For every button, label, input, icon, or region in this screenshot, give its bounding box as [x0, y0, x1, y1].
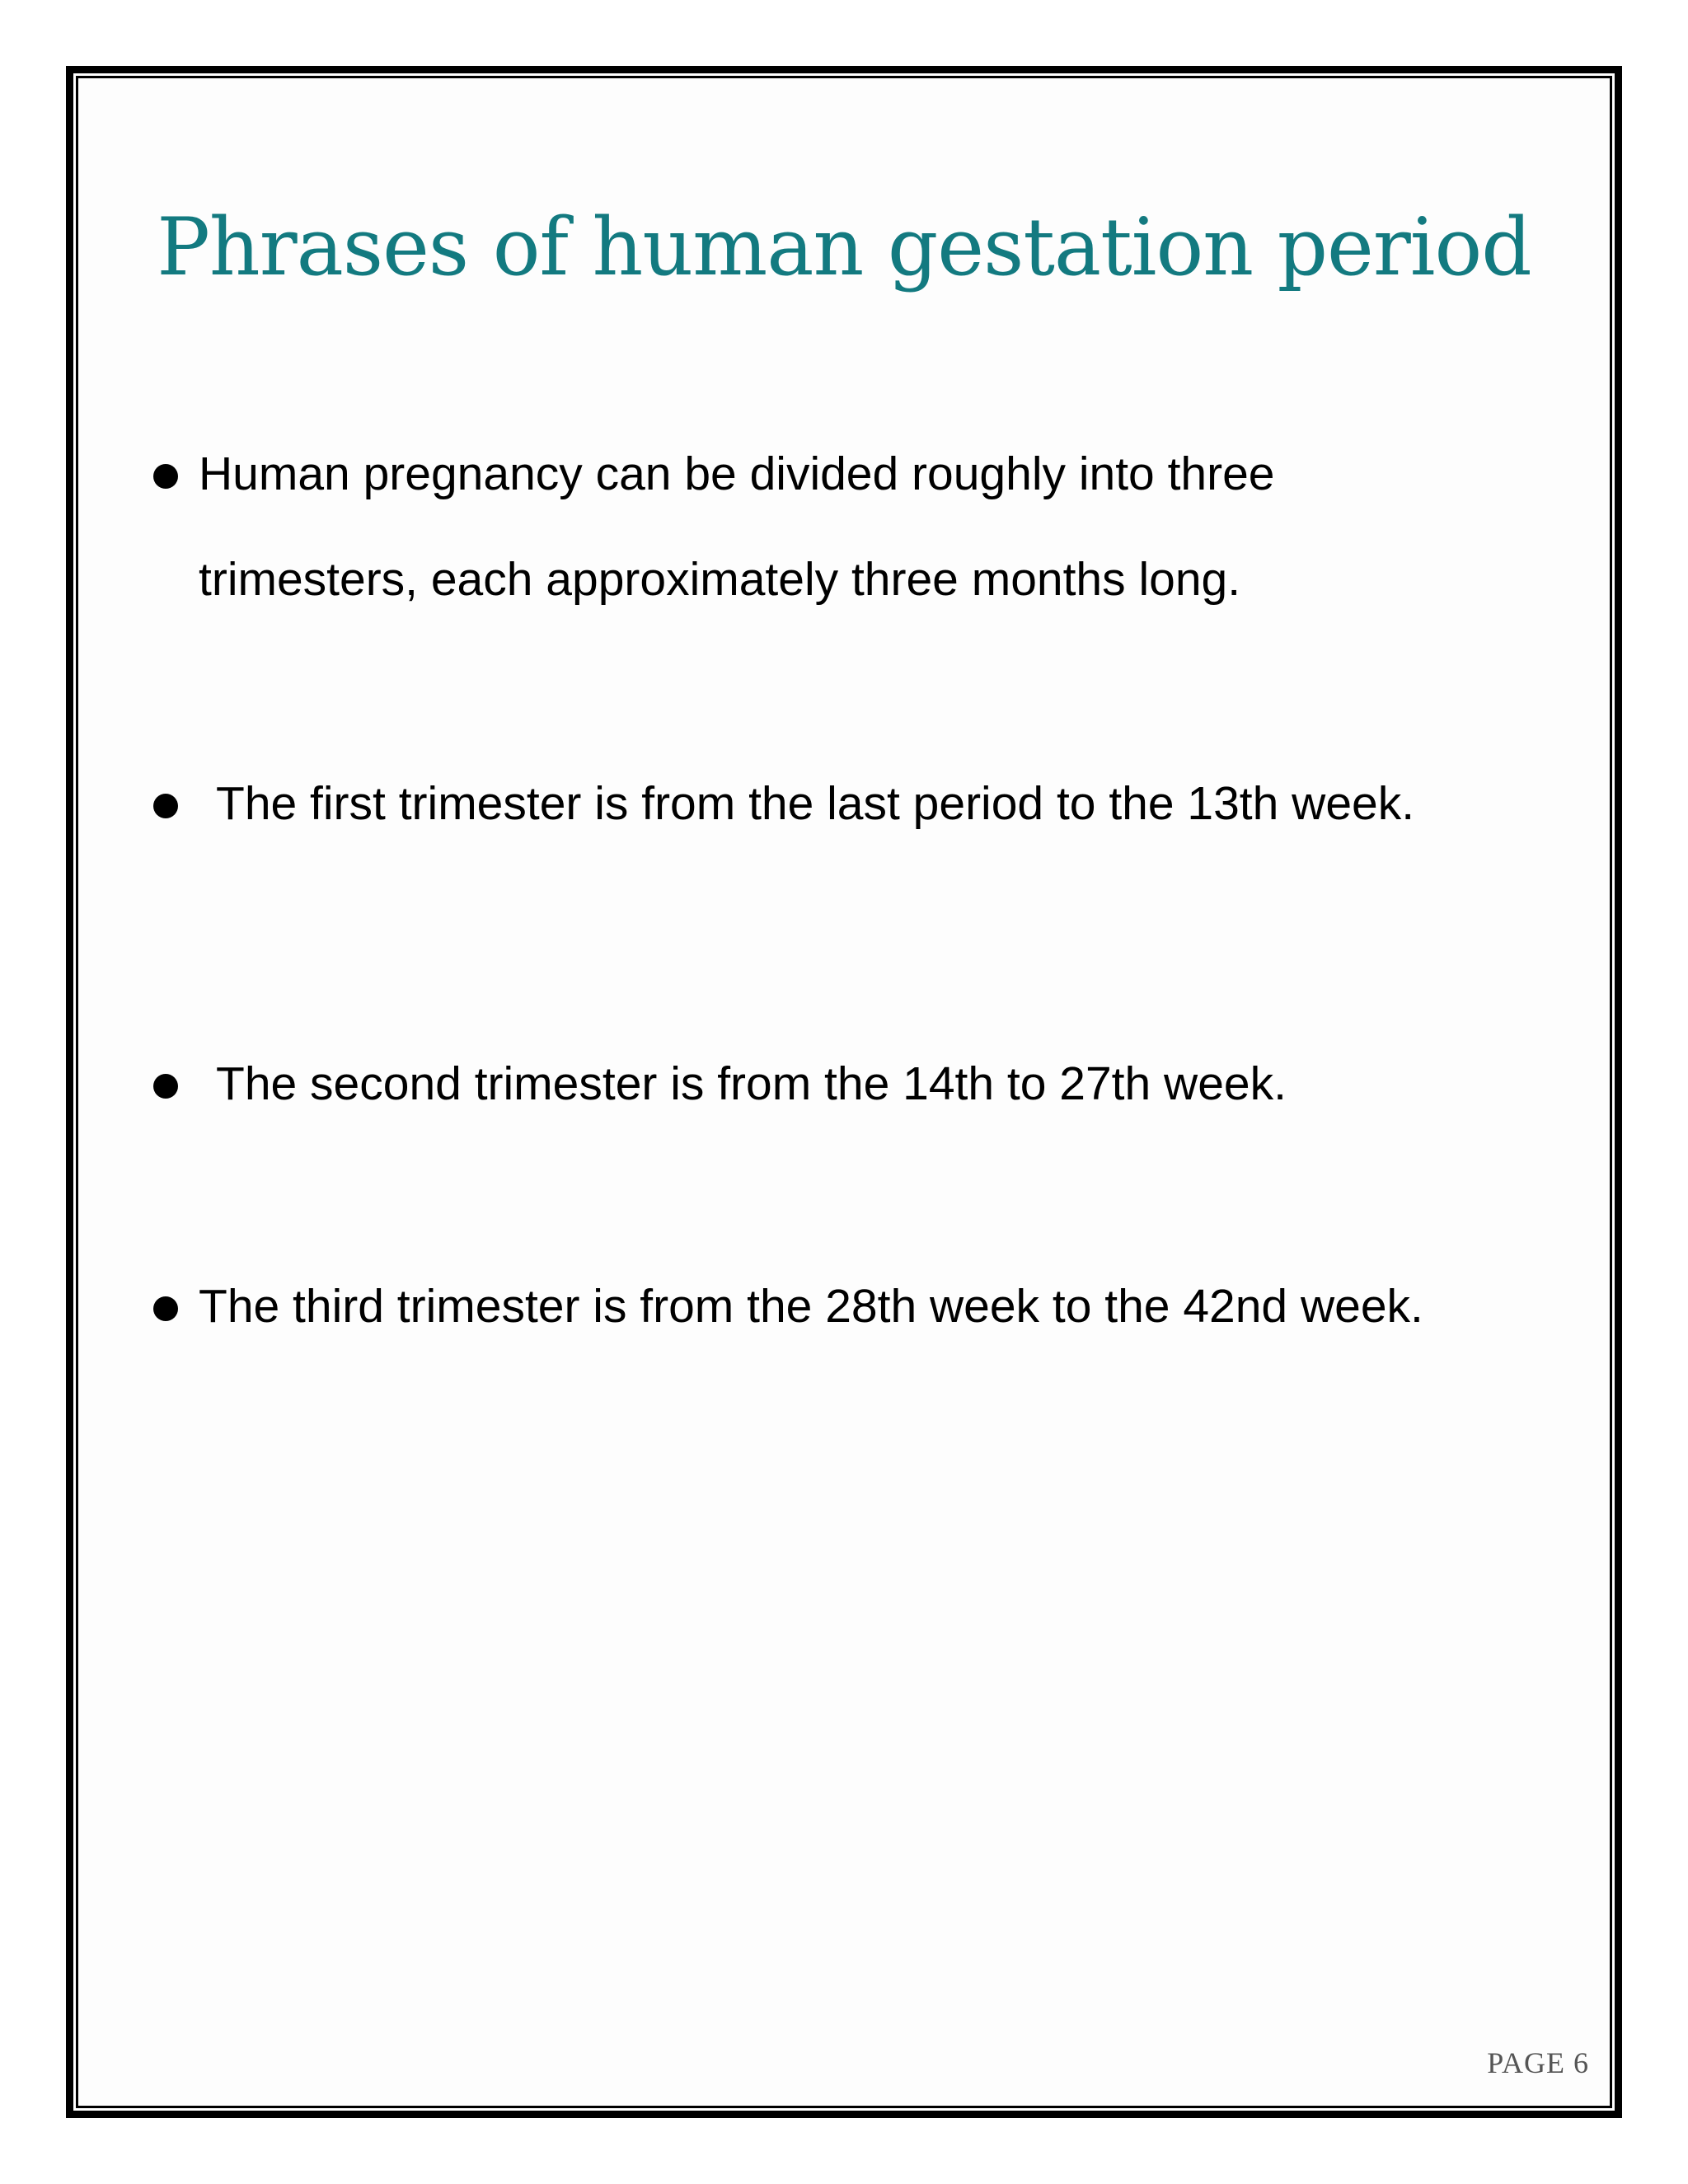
bullet-icon — [153, 1296, 178, 1321]
page-title: Phrases of human gestation period — [157, 201, 1531, 293]
bullet-text: The first trimester is from the last period to the 13th week. — [216, 777, 1415, 830]
bullet-text: The third trimester is from the 28th week to the 42nd week. — [199, 1280, 1423, 1333]
bullet-text-line: trimesters, each approximately three months long. — [199, 553, 1241, 606]
bullet-text-line: Human pregnancy can be divided roughly into three — [199, 448, 1275, 500]
bullet-icon — [153, 1074, 178, 1099]
page-number: PAGE 6 — [1487, 2046, 1589, 2079]
bullet-text: The second trimester is from the 14th to 27th week. — [216, 1057, 1287, 1110]
bullet-icon — [153, 794, 178, 818]
bullet-icon — [153, 464, 178, 489]
